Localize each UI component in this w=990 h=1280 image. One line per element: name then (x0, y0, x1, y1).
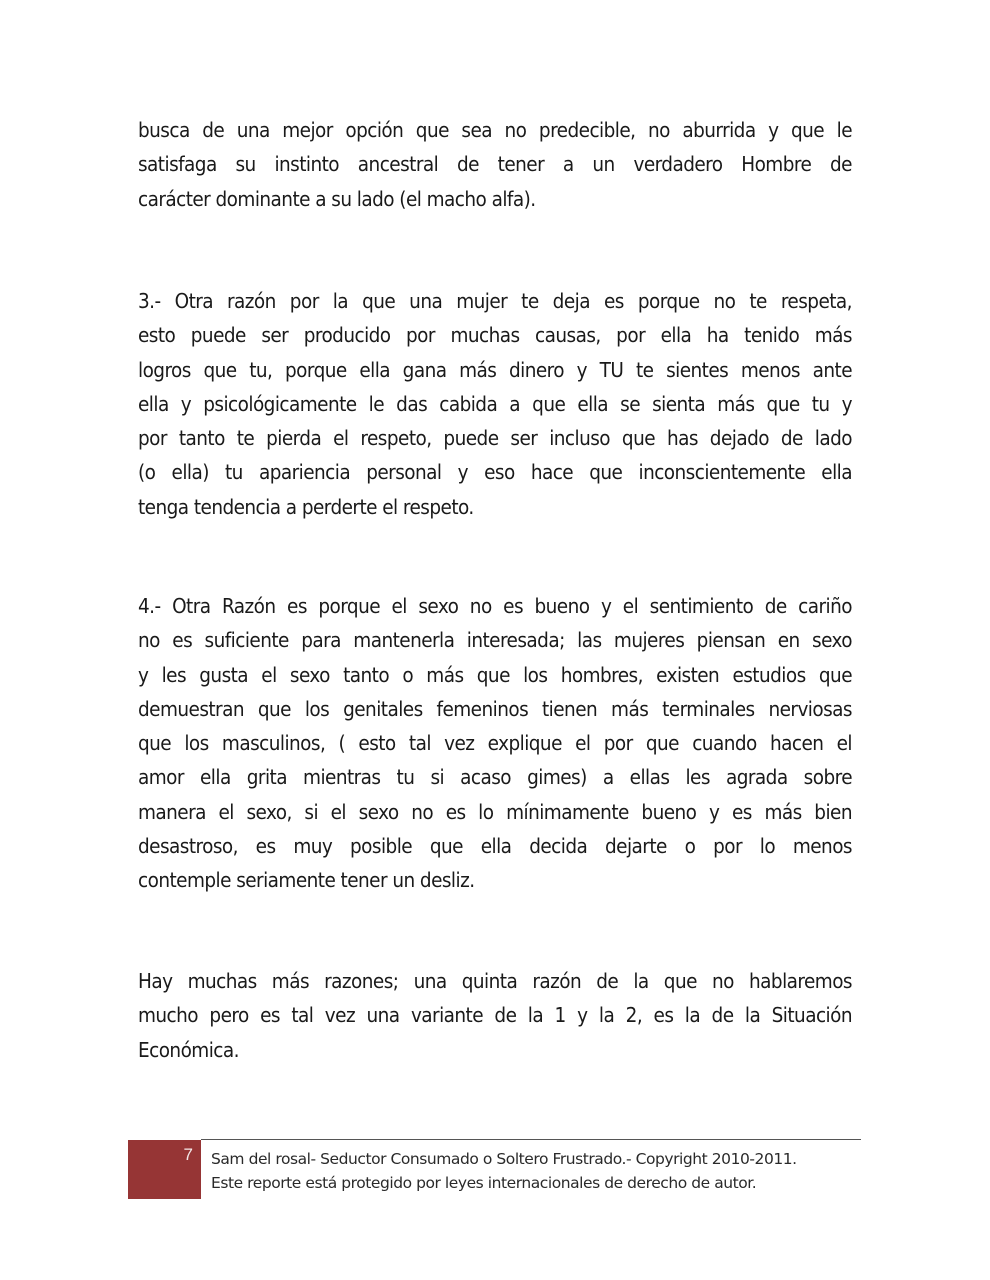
text-line: contemple seriamente tener un desliz. (138, 868, 475, 893)
text-line: Económica. (138, 1037, 239, 1062)
paragraph-continuation (138, 113, 852, 216)
paragraph-reason-3 (138, 284, 852, 524)
text-line: y les gusta el sexo tanto o más que los hombres, existen estudios que (138, 662, 852, 687)
text-line: satisfaga su instinto ancestral de tener a un verdadero Hombre de (138, 152, 852, 177)
text-line: busca de una mejor opción que sea no predecible, no aburrida y que le (138, 118, 852, 142)
text-line: manera el sexo, si el sexo no es lo mínimamente bueno y es más bien (138, 799, 852, 824)
text-line: carácter dominante a su lado (el macho alfa). (138, 186, 536, 211)
paragraph-more-reasons (138, 964, 852, 1067)
text-line: 3.- Otra razón por la que una mujer te deja es porque no te respeta, (138, 289, 852, 313)
footer-line-2: Este reporte está protegido por leyes internacionales de derecho de autor. (211, 1174, 757, 1192)
text-line: logros que tu, porque ella gana más dinero y TU te sientes menos ante (138, 357, 852, 382)
text-line: demuestran que los genitales femeninos tienen más terminales nerviosas (138, 696, 852, 721)
page-number-box (128, 1140, 201, 1199)
footer-divider (201, 1139, 861, 1140)
text-line: no es suficiente para mantenerla interesada; las mujeres piensan en sexo (138, 628, 852, 653)
text-line: que los masculinos, ( esto tal vez explique el por que cuando hacen el (138, 731, 852, 756)
text-line: mucho pero es tal vez una variante de la 1 y la 2, es la de la Situación (138, 1003, 852, 1028)
text-line: esto puede ser producido por muchas causas, por ella ha tenido más (138, 323, 852, 348)
text-line: ella y psicológicamente le das cabida a que ella se sienta más que tu y (138, 391, 852, 416)
text-line: (o ella) tu apariencia personal y eso hace que inconscientemente ella (138, 460, 852, 485)
footer-copyright (211, 1147, 797, 1195)
text-line: amor ella grita mientras tu si acaso gimes) a ellas les agrada sobre (138, 765, 852, 790)
page-number: 7 (183, 1145, 193, 1164)
text-line: por tanto te pierda el respeto, puede ser incluso que has dejado de lado (138, 426, 852, 451)
text-line: tenga tendencia a perderte el respeto. (138, 494, 474, 519)
paragraph-reason-4 (138, 589, 852, 898)
footer-line-1: Sam del rosal- Seductor Consumado o Soltero Frustrado.- Copyright 2010-2011. (211, 1150, 797, 1168)
text-line: Hay muchas más razones; una quinta razón de la que no hablaremos (138, 969, 852, 993)
text-line: desastroso, es muy posible que ella decida dejarte o por lo menos (138, 834, 852, 859)
text-line: 4.- Otra Razón es porque el sexo no es bueno y el sentimiento de cariño (138, 594, 852, 618)
